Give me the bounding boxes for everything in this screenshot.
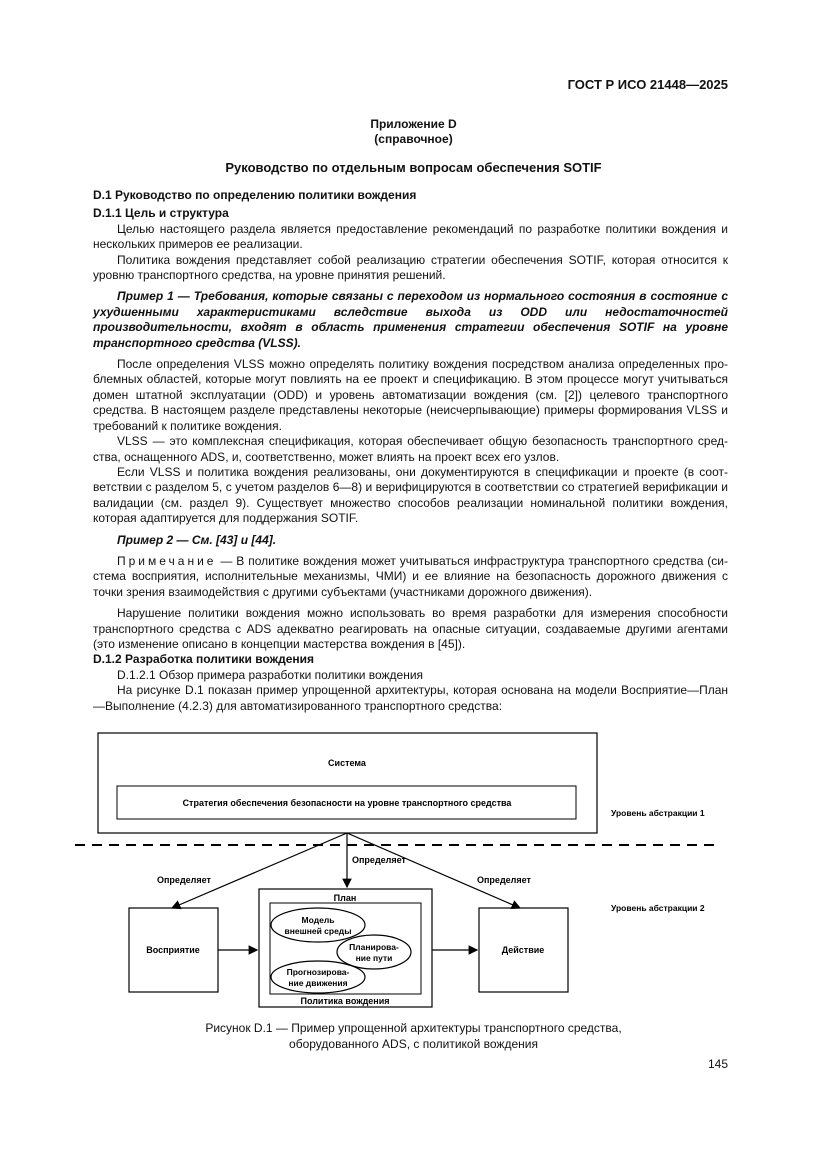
abstraction-level-1: Уровень абстракции 1 [611,808,705,818]
motion-prediction-line2: ние движения [288,978,348,988]
defines-label-center: Определяет [352,855,406,865]
paragraph: На рисунке D.1 показан пример упрощенной архитектуры, которая основана на модели Восприятие—План—Выполнение (4.2.3) для автоматизированного транспортного средства: [93,683,728,713]
path-planning-line1: Планирова- [349,942,399,952]
example-1: Пример 1 — Требования, которые связаны с переходом из нормального состояния в состояние с ухудшенными характеристиками вследствие выхода из ODD или недостаточностей производительности, входят в область применения стратегии обеспечения SOTIF на уровне транспортного средства (VLSS). [93,289,728,350]
abstraction-level-2: Уровень абстракции 2 [611,903,705,913]
system-box [98,733,597,833]
environment-model-line1: Модель [301,915,335,925]
paragraph: После определения VLSS можно определять политику вождения посредством анализа определенных проблемных областей, которые могут повлиять на ее проект и спецификацию. В этом процессе могут учитываться домен штатной эксплуатации (ODD) и уровень автоматизации вождения (см. [2]) целевого транспортного средства. В настоящем разделе представлены некоторые (неисчерпывающие) примеры формирования VLSS и требований к политике вождения. [93,357,728,433]
paragraph: Нарушение политики вождения можно использовать во время разработки для измерения способности транспортного средства с ADS адекватно реагировать на опасные ситуации, создаваемые другими агентами (это изменение описано в концепции мастерства вождения в [45]). [93,606,728,651]
document-id-header: ГОСТ Р ИСО 21448—2025 [567,77,728,92]
section-heading-d1: D.1 Руководство по определению политики вождения [93,188,417,202]
page-number: 145 [707,1057,728,1071]
path-planning-ellipse [337,935,411,969]
motion-prediction-ellipse [271,961,365,993]
section-heading-d12: D.1.2 Разработка политики вождения [93,652,315,667]
motion-prediction-line1: Прогнозирова- [286,967,350,977]
paragraph: Если VLSS и политика вождения реализованы, они документируются в спецификации и проекте (в соответствии с разделом 5, с учетом разделов 6—8) и верифицируются в соответствии со стратегией верификации и валидации (см. раздел 9). Существует множество способов реализации номинальной политики вождения, которая адаптируется для поддержания SOTIF. [93,464,728,526]
note-text: — В политике вождения может учитываться инфраструктура транспортного средства (система восприятия, исполнительные механизмы, ЧМИ) и ее влияние на безопасность дорожного движения с точки зрения взаимодействия с другими субъектами (участниками дорожного движения). [93,553,728,599]
perception-label: Восприятие [146,945,200,955]
paragraph: Целью настоящего раздела является предоставление рекомендаций по разработке политики вождения и нескольких примеров ее реализации. [93,221,728,252]
defines-label-left: Определяет [157,875,211,885]
system-label: Система [328,758,366,768]
action-label: Действие [501,945,545,955]
path-planning-line2: ние пути [355,953,393,963]
appendix-main-title: Руководство по отдельным вопросам обеспечения SOTIF [225,160,602,175]
figure-caption-line1: Рисунок D.1 — Пример упрощенной архитектуры транспортного средства, [205,1021,622,1035]
note-label: Примечание [117,553,217,568]
environment-model-line2: внешней среды [284,926,352,936]
plan-label: План [333,893,357,903]
section-heading-d11: D.1.1 Цель и структура [93,206,229,221]
paragraph: Политика вождения представляет собой реализацию стратегии обеспечения SOTIF, которая относится к уровню транспортного средства, на уровне принятия решений. [93,252,728,283]
example-2: Пример 2 — См. [43] и [44]. [117,532,277,547]
defines-label-right: Определяет [477,875,531,885]
driving-policy-label: Политика вождения [300,996,390,1006]
paragraph: VLSS — это комплексная спецификация, которая обеспечивает общую безопасность транспортного средства, оснащенного ADS, и, соответственно, может влиять на проект всех его узлов. [93,434,728,464]
vlss-label: Стратегия обеспечения безопасности на уровне транспортного средства [182,798,512,808]
appendix-subtitle: (справочное) [374,132,453,146]
subsection-heading-d121: D.1.2.1 Обзор примера разработки политики вождения [117,667,424,682]
environment-model-ellipse [271,908,365,942]
figure-caption-line2: оборудованного ADS, с политикой вождения [289,1037,538,1051]
appendix-title: Приложение D [370,117,457,131]
